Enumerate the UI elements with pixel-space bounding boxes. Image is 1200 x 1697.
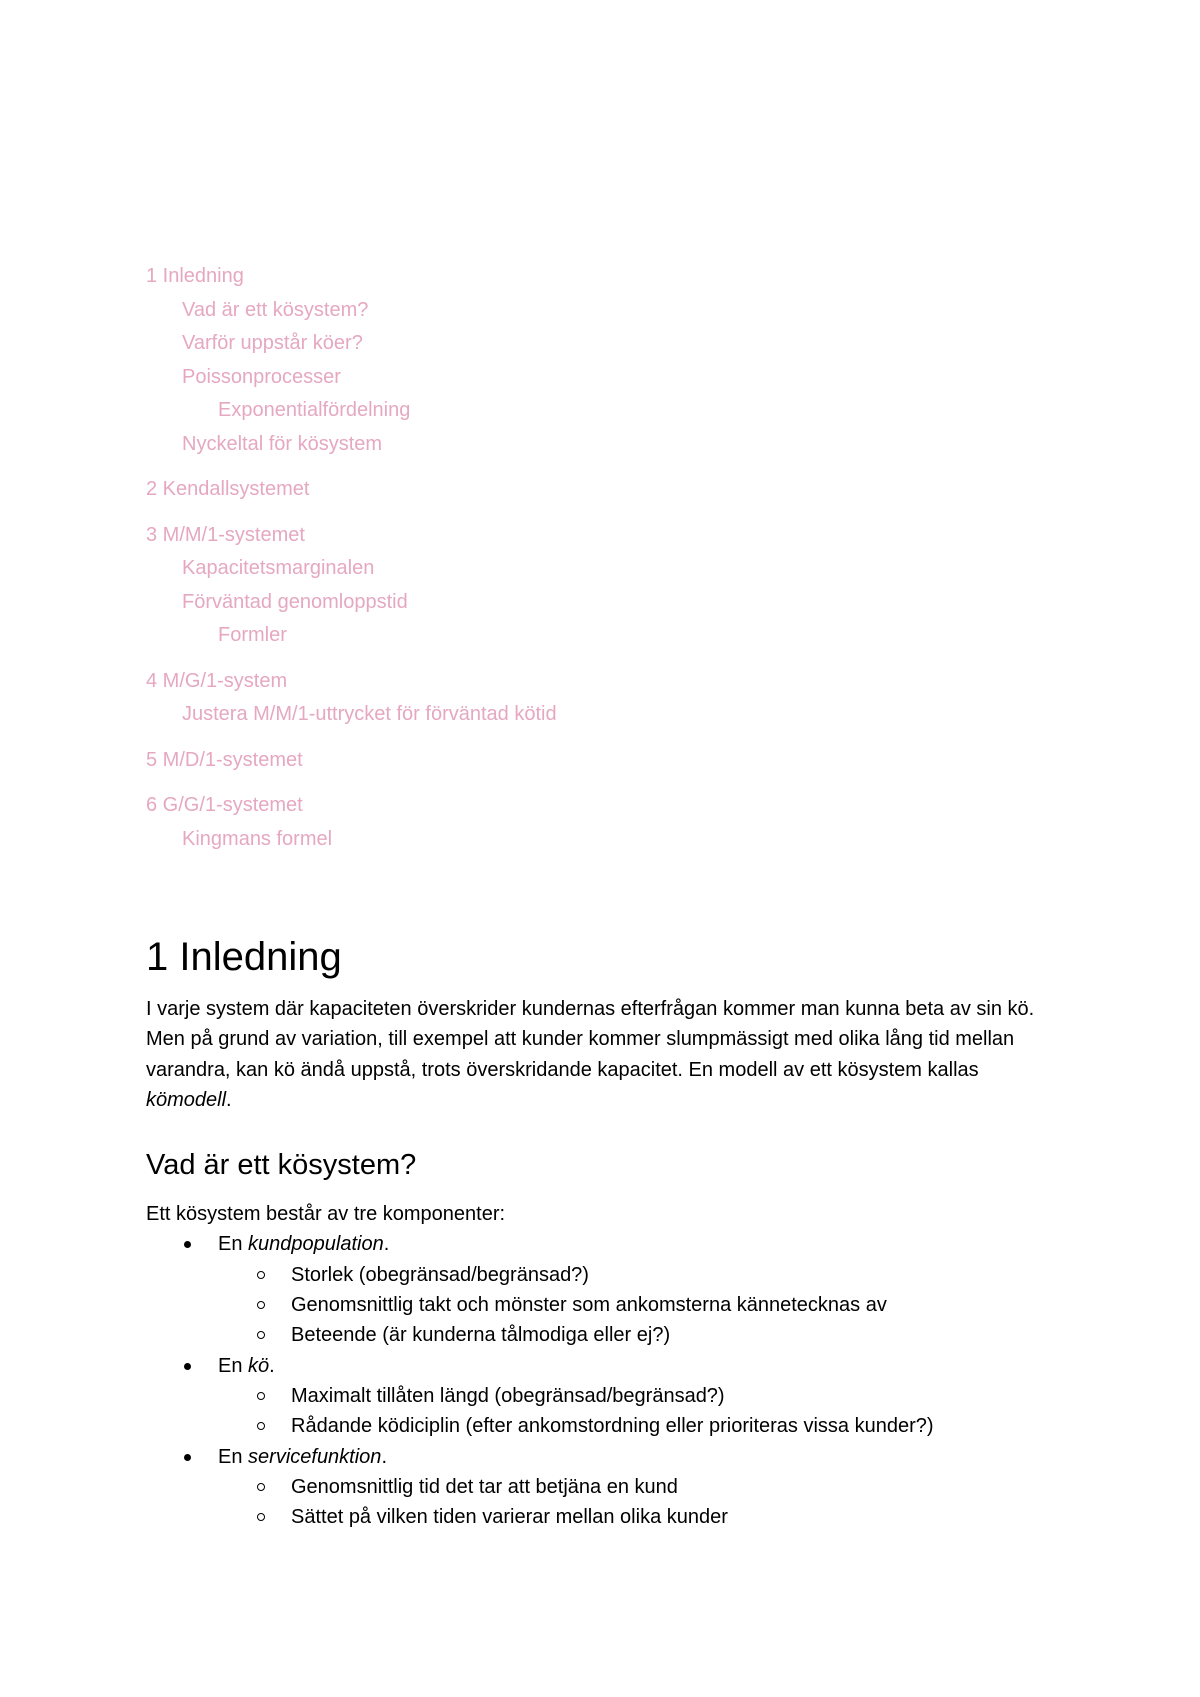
toc-link-poissonprocesser[interactable]: Poissonprocesser <box>182 365 341 388</box>
toc-link-varfor-uppstar-koer[interactable]: Varför uppstår köer? <box>182 332 363 354</box>
toc-link-formler[interactable]: Formler <box>218 624 287 646</box>
subsection-heading-kosystem: Vad är ett kösystem? <box>146 1149 417 1182</box>
toc-link-forvantad-genomloppstid[interactable]: Förväntad genomloppstid <box>182 590 408 613</box>
toc-group-6 <box>146 789 1096 856</box>
toc-link-nyckeltal[interactable]: Nyckeltal för kösystem <box>182 432 383 455</box>
toc-link-exponentialfordelning[interactable]: Exponentialfördelning <box>218 399 411 421</box>
components-intro: Ett kösystem består av tre komponenter: <box>146 1203 506 1226</box>
list-item-label <box>218 1446 387 1468</box>
document-body <box>146 928 1066 1532</box>
toc-group-4 <box>146 665 1096 732</box>
list-item-kundpopulation <box>218 1229 1066 1350</box>
list-item-label <box>218 1233 389 1255</box>
list-item-ko <box>218 1351 1066 1442</box>
toc-link-md1-systemet[interactable]: 5 M/D/1-systemet <box>146 748 303 771</box>
list-item-servicefunktion <box>218 1442 1066 1533</box>
list-item-suffix: . <box>383 1233 390 1256</box>
list-item-prefix: En <box>218 1354 249 1377</box>
emphasis-komodell: kömodell <box>146 1088 227 1111</box>
toc-group-5 <box>146 744 1096 778</box>
intro-paragraph-end: . <box>226 1088 232 1111</box>
toc-link-mm1-systemet[interactable]: 3 M/M/1-systemet <box>146 523 305 546</box>
emphasis-ko: kö <box>248 1354 270 1377</box>
sublist-item: Genomsnittlig tid det tar att betjäna en kund <box>291 1472 1066 1502</box>
list-item-suffix: . <box>269 1354 275 1377</box>
section-heading-inledning: 1 Inledning <box>146 935 342 979</box>
sublist-item: Sättet på vilken tiden varierar mellan olika kunder <box>291 1502 1066 1532</box>
toc-link-kingmans-formel[interactable]: Kingmans formel <box>182 827 333 850</box>
toc-link-kendallsystemet[interactable]: 2 Kendallsystemet <box>146 478 310 500</box>
emphasis-servicefunktion: servicefunktion <box>248 1445 382 1468</box>
toc-link-kapacitetsmarginalen[interactable]: Kapacitetsmarginalen <box>182 557 375 579</box>
toc-link-gg1-systemet[interactable]: 6 G/G/1-systemet <box>146 794 303 816</box>
list-item-prefix: En <box>218 1233 249 1256</box>
sublist-item: Maximalt tillåten längd (obegränsad/begränsad?) <box>291 1381 1066 1411</box>
table-of-contents <box>146 260 1096 868</box>
sublist-item: Beteende (är kunderna tålmodiga eller ej?) <box>291 1320 1066 1350</box>
toc-group-2 <box>146 473 1096 507</box>
list-item-label <box>218 1355 275 1377</box>
intro-paragraph <box>146 994 1066 1115</box>
toc-group-3 <box>146 519 1096 653</box>
sublist-ko <box>218 1381 1066 1442</box>
toc-link-inledning[interactable]: 1 Inledning <box>146 265 244 287</box>
list-item-prefix: En <box>218 1445 249 1468</box>
toc-link-vad-ar-ett-kosystem[interactable]: Vad är ett kösystem? <box>182 298 369 321</box>
sublist-item: Genomsnittlig takt och mönster som ankomsterna kännetecknas av <box>291 1290 1066 1320</box>
toc-link-mg1-system[interactable]: 4 M/G/1-system <box>146 669 288 692</box>
emphasis-kundpopulation: kundpopulation <box>248 1233 384 1256</box>
toc-link-justera-mm1[interactable]: Justera M/M/1-uttrycket för förväntad kötid <box>182 703 557 725</box>
sublist-servicefunktion <box>218 1472 1066 1533</box>
sublist-kundpopulation <box>218 1260 1066 1351</box>
sublist-item: Storlek (obegränsad/begränsad?) <box>291 1260 1066 1290</box>
components-list <box>146 1229 1066 1532</box>
list-item-suffix: . <box>381 1445 387 1468</box>
toc-group-1 <box>146 260 1096 461</box>
intro-paragraph-text: I varje system där kapaciteten överskrider kundernas efterfrågan kommer man kunna beta av sin kö. Men på grund av variation, till exempel att kunder kommer slumpmässigt med olika lång tid mellan varandra, kan kö ändå uppstå, trots överskridande kapacitet. En modell av ett kösystem kallas <box>146 998 1035 1081</box>
sublist-item: Rådande ködiciplin (efter ankomstordning eller prioriteras vissa kunder?) <box>291 1411 1066 1441</box>
